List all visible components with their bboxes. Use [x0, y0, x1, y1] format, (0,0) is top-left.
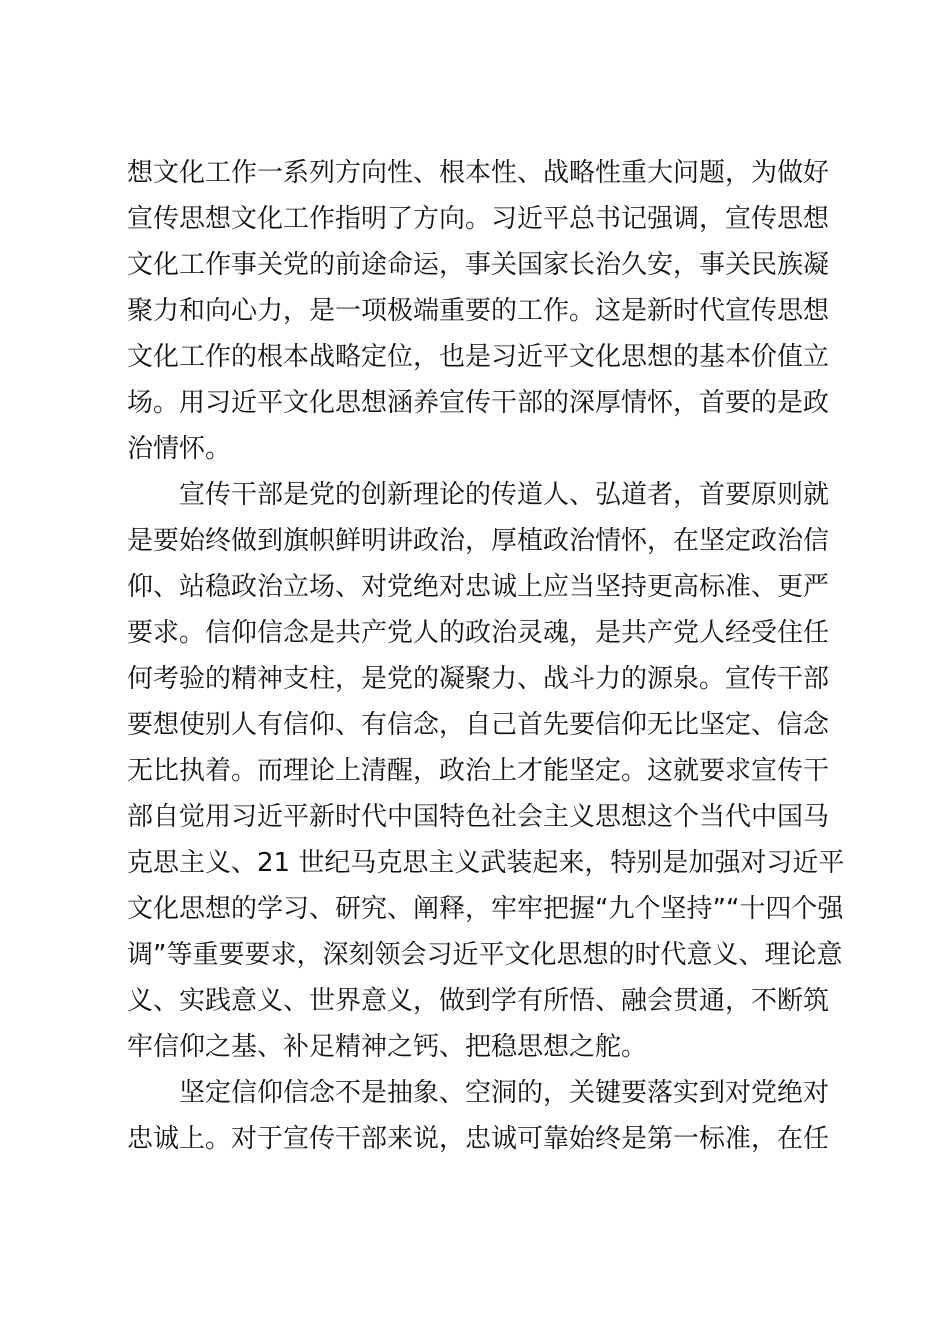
text-line: 何考验的精神支柱，是党的凝聚力、战斗力的源泉。宣传干部 — [127, 664, 830, 694]
text-line: 无比执着。而理论上清醒，政治上才能坚定。这就要求宣传干 — [127, 756, 830, 786]
text-line: 要想使别人有信仰、有信念，自己首先要信仰无比坚定、信念 — [127, 710, 830, 740]
text-line: 想文化工作一系列方向性、根本性、战略性重大问题，为做好 — [127, 158, 830, 188]
text-line: 文化思想的学习、研究、阐释，牢牢把握“九个坚持”“十四个强 — [127, 894, 844, 924]
text-line: 场。用习近平文化思想涵养宣传干部的深厚情怀，首要的是政 — [127, 388, 830, 418]
text-line: 是要始终做到旗帜鲜明讲政治，厚植政治情怀，在坚定政治信 — [127, 526, 830, 556]
text-line: 文化工作事关党的前途命运，事关国家长治久安，事关民族凝 — [127, 250, 830, 280]
text-line: 调”等重要要求，深刻领会习近平文化思想的时代意义、理论意 — [127, 940, 843, 970]
text-line: 聚力和向心力，是一项极端重要的工作。这是新时代宣传思想 — [127, 296, 830, 326]
paragraph-first-line: 宣传干部是党的创新理论的传道人、弘道者，首要原则就 — [179, 480, 830, 510]
body-text — [127, 150, 845, 1162]
text-line: 仰、站稳政治立场、对党绝对忠诚上应当坚持更高标准、更严 — [127, 572, 830, 602]
text-line: 部自觉用习近平新时代中国特色社会主义思想这个当代中国马 — [127, 802, 830, 832]
text-line: 宣传思想文化工作指明了方向。习近平总书记强调，宣传思想 — [127, 204, 830, 234]
text-line: 治情怀。 — [127, 434, 232, 464]
text-line: 克思主义、21 世纪马克思主义武装起来，特别是加强对习近平 — [127, 848, 845, 878]
text-line: 要求。信仰信念是共产党人的政治灵魂，是共产党人经受住任 — [127, 618, 830, 648]
paragraph-first-line: 坚定信仰信念不是抽象、空洞的，关键要落实到对党绝对 — [179, 1078, 830, 1108]
text-line: 文化工作的根本战略定位，也是习近平文化思想的基本价值立 — [127, 342, 830, 372]
text-line: 牢信仰之基、补足精神之钙、把稳思想之舵。 — [127, 1032, 648, 1062]
text-line: 义、实践意义、世界意义，做到学有所悟、融会贯通，不断筑 — [127, 986, 830, 1016]
text-line: 忠诚上。对于宣传干部来说，忠诚可靠始终是第一标准，在任 — [127, 1124, 830, 1154]
